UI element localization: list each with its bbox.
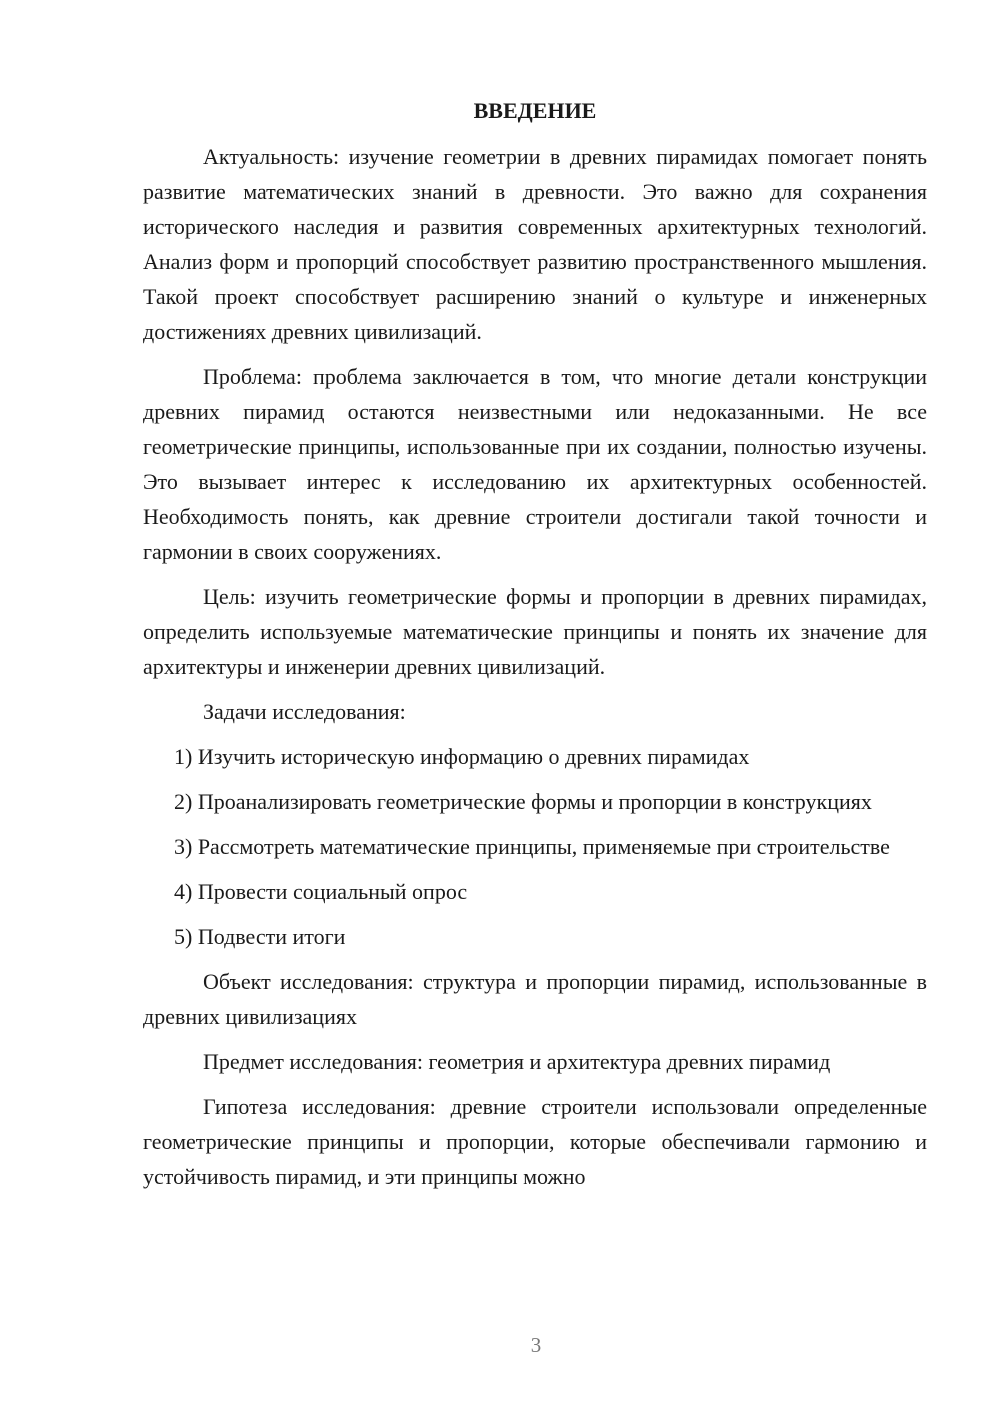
task-item: 4) Провести социальный опрос <box>174 879 468 904</box>
page-number: 3 <box>530 1333 542 1357</box>
page-content <box>143 93 927 1204</box>
goal-paragraph: Цель: изучить геометрические формы и пропорции в древних пирамидах, определить используемые математические принципы и понять их значение для архитектуры и инженерии древних цивилизаций. <box>143 584 927 679</box>
tasks-heading: Задачи исследования: <box>203 699 406 724</box>
task-item: 5) Подвести итоги <box>174 924 346 949</box>
subject-paragraph: Предмет исследования: геометрия и архитектура древних пирамид <box>203 1049 831 1074</box>
task-item: 2) Проанализировать геометрические формы и пропорции в конструкциях <box>174 789 872 814</box>
problem-paragraph: Проблема: проблема заключается в том, что многие детали конструкции древних пирамид остаются неизвестными или недоказанными. Не все геометрические принципы, использованные при их создании, полностью изучены. Это вызывает интерес к исследованию их архитектурных особенностей. Необходимость понять, как древние строители достигали такой точности и гармонии в своих сооружениях. <box>143 364 927 564</box>
task-item: 3) Рассмотреть математические принципы, применяемые при строительстве <box>174 834 890 859</box>
object-paragraph: Объект исследования: структура и пропорции пирамид, использованные в древних цивилизациях <box>143 969 927 1029</box>
hypothesis-paragraph: Гипотеза исследования: древние строители использовали определенные геометрические принципы и пропорции, которые обеспечивали гармонию и устойчивость пирамид, и эти принципы можно <box>143 1094 927 1189</box>
task-item: 1) Изучить историческую информацию о древних пирамидах <box>174 744 750 769</box>
relevance-paragraph: Актуальность: изучение геометрии в древних пирамидах помогает понять развитие математических знаний в древности. Это важно для сохранения исторического наследия и развития современных архитектурных технологий. Анализ форм и пропорций способствует развитию пространственного мышления. Такой проект способствует расширению знаний о культуре и инженерных достижениях древних цивилизаций. <box>143 144 927 344</box>
section-title: ВВЕДЕНИЕ <box>473 98 597 123</box>
